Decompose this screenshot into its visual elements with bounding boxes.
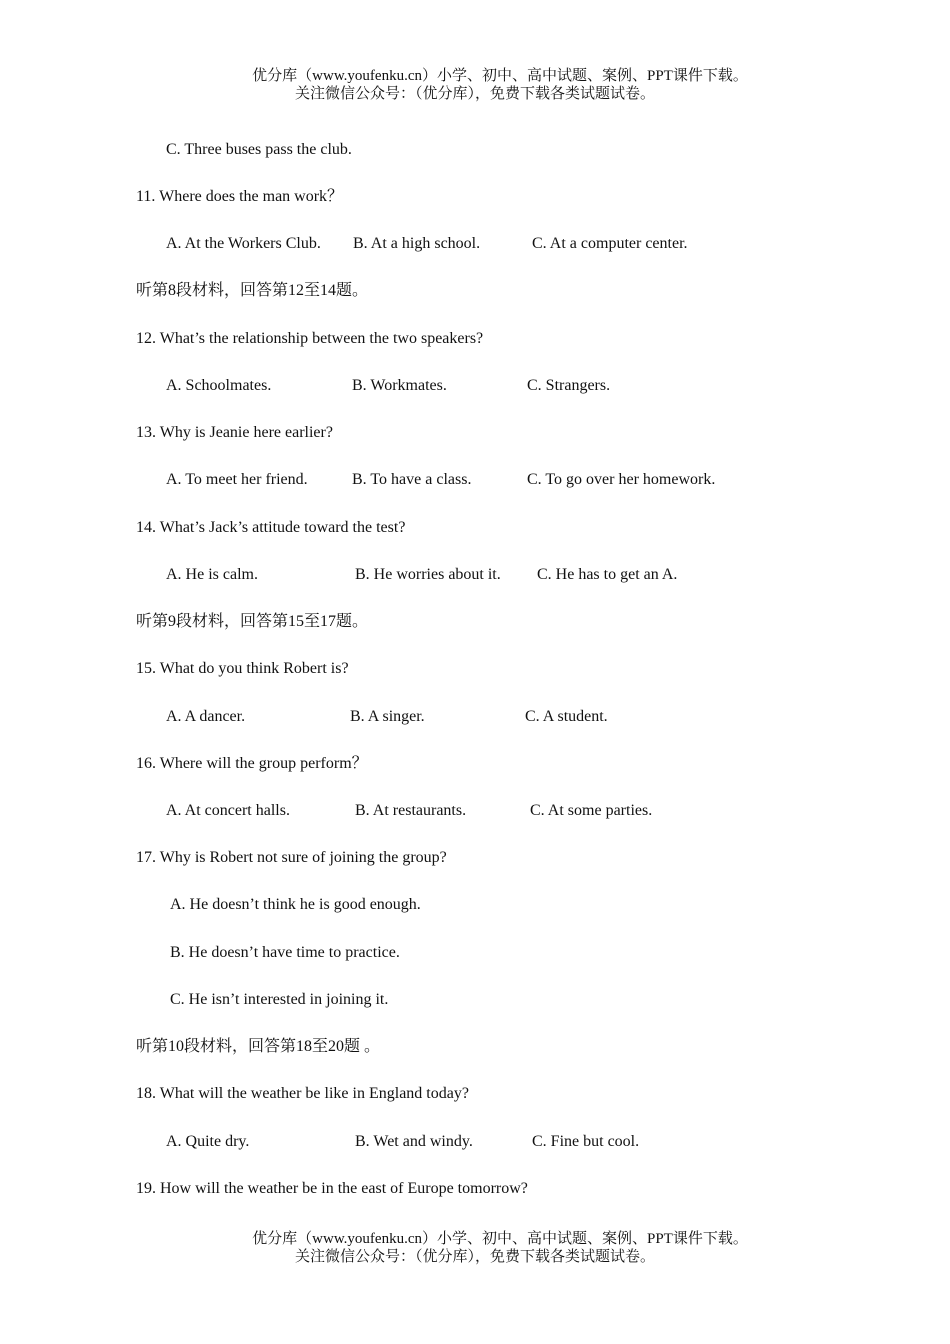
section-8-instruction: 听第8段材料，回答第12至14题。	[136, 282, 369, 299]
q19-question: 19. How will the weather be in the east of Europe tomorrow?	[136, 1180, 528, 1197]
q17-question: 17. Why is Robert not sure of joining the group?	[136, 849, 447, 866]
q18-option-a: A. Quite dry.	[166, 1133, 250, 1150]
q11-option-b: B. At a high school.	[353, 235, 481, 252]
q11-question: 11. Where does the man work？	[136, 188, 344, 205]
q13-question: 13. Why is Jeanie here earlier?	[136, 424, 333, 441]
section-10-instruction: 听第10段材料，回答第18至20题 。	[136, 1038, 381, 1055]
q14-option-b: B. He worries about it.	[355, 566, 501, 583]
q14-option-c: C. He has to get an A.	[537, 566, 678, 583]
q18-question: 18. What will the weather be like in England today?	[136, 1085, 469, 1102]
section-9-instruction: 听第9段材料，回答第15至17题。	[136, 613, 369, 630]
q15-option-c: C. A student.	[525, 708, 608, 725]
q18-option-b: B. Wet and windy.	[355, 1133, 473, 1150]
q18-option-c: C. Fine but cool.	[532, 1133, 640, 1150]
q15-option-a: A. A dancer.	[166, 708, 246, 725]
page-header	[0, 67, 950, 103]
q14-option-a: A. He is calm.	[166, 566, 258, 583]
q12-option-b: B. Workmates.	[352, 377, 447, 394]
footer-line-1: 优分库（www.youfenku.cn）小学、初中、高中试题、案例、PPT课件下载。	[252, 1231, 748, 1247]
header-line-2: 关注微信公众号：（优分库），免费下载各类试题试卷。	[294, 86, 655, 102]
q17-option-c: C. He isn’t interested in joining it.	[170, 991, 389, 1008]
page-footer	[0, 1230, 950, 1266]
q12-question: 12. What’s the relationship between the two speakers?	[136, 330, 484, 347]
q16-question: 16. Where will the group perform？	[136, 755, 368, 772]
q17-option-b: B. He doesn’t have time to practice.	[170, 944, 400, 961]
q13-option-a: A. To meet her friend.	[166, 471, 308, 488]
header-line-1: 优分库（www.youfenku.cn）小学、初中、高中试题、案例、PPT课件下载。	[252, 68, 748, 84]
q16-option-a: A. At concert halls.	[166, 802, 290, 819]
q13-option-b: B. To have a class.	[352, 471, 472, 488]
q16-option-c: C. At some parties.	[530, 802, 653, 819]
q14-question: 14. What’s Jack’s attitude toward the test?	[136, 519, 406, 536]
q11-option-c: C. At a computer center.	[532, 235, 688, 252]
q12-option-a: A. Schoolmates.	[166, 377, 272, 394]
q17-option-a: A. He doesn’t think he is good enough.	[170, 896, 421, 913]
q16-option-b: B. At restaurants.	[355, 802, 467, 819]
q13-option-c: C. To go over her homework.	[527, 471, 716, 488]
q11-option-a: A. At the Workers Club.	[166, 235, 321, 252]
q15-option-b: B. A singer.	[350, 708, 425, 725]
q12-option-c: C. Strangers.	[527, 377, 611, 394]
q15-question: 15. What do you think Robert is?	[136, 660, 349, 677]
footer-line-2: 关注微信公众号：（优分库），免费下载各类试题试卷。	[294, 1249, 655, 1265]
q10-option-c: C. Three buses pass the club.	[166, 141, 352, 158]
